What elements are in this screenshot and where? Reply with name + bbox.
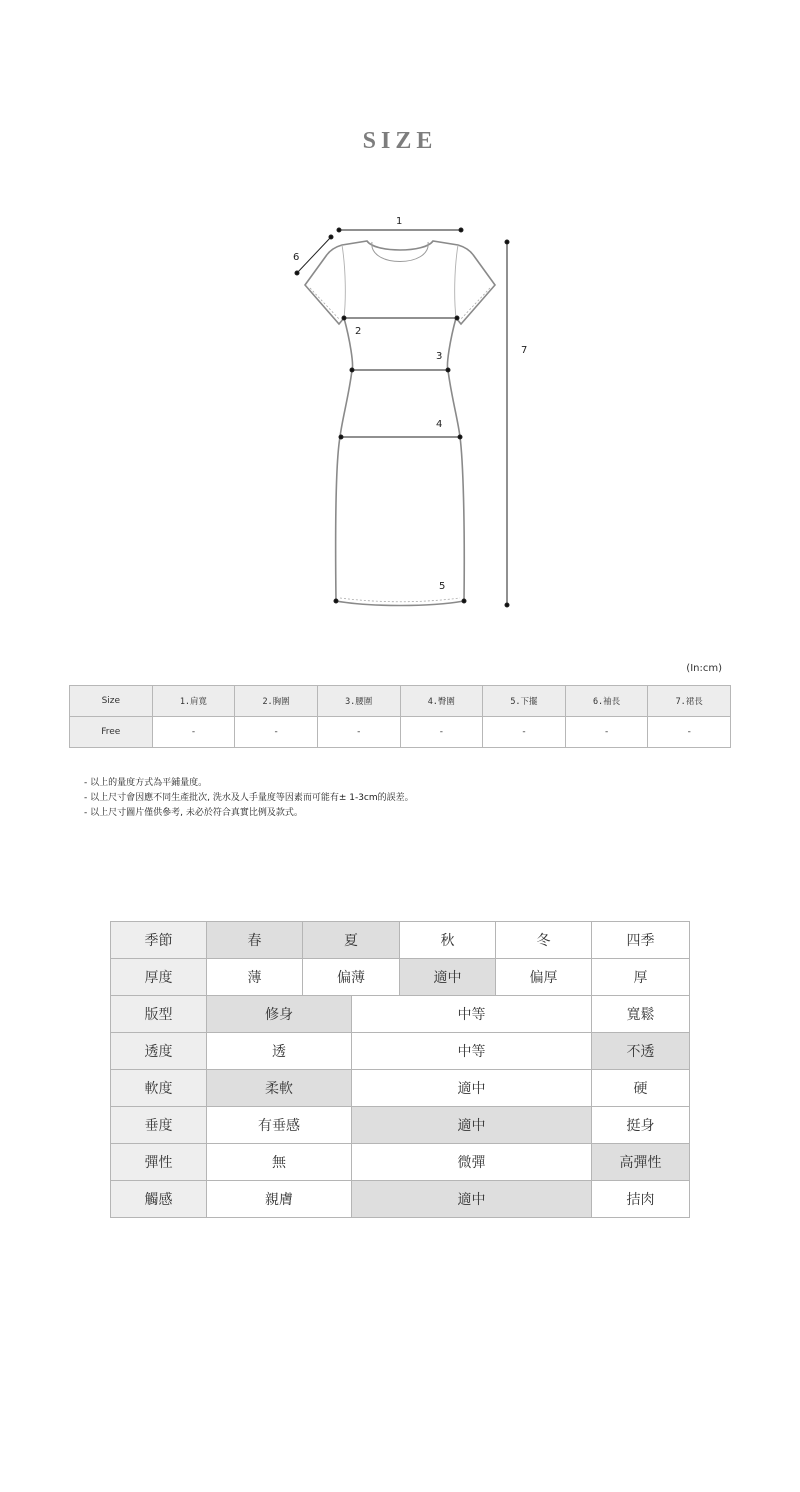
size-header-cell: 6.袖長 xyxy=(565,686,648,717)
size-table-row xyxy=(70,717,731,748)
attr-row-elasticity xyxy=(111,1144,690,1181)
size-value-cell: - xyxy=(152,717,235,748)
size-header-cell: 1.肩寬 xyxy=(152,686,235,717)
attr-option: 微彈 xyxy=(352,1144,592,1181)
attr-option: 有垂感 xyxy=(207,1107,352,1144)
attr-option-selected: 修身 xyxy=(207,996,352,1033)
attr-row-drape xyxy=(111,1107,690,1144)
size-value-cell: - xyxy=(317,717,400,748)
attr-option: 拮肉 xyxy=(592,1181,690,1218)
attr-label: 透度 xyxy=(111,1033,207,1070)
size-header-cell: 7.裙長 xyxy=(648,686,731,717)
measure-label-5: 5 xyxy=(439,581,446,592)
attr-option: 四季 xyxy=(592,922,690,959)
attr-option: 秋 xyxy=(400,922,496,959)
fabric-attribute-table xyxy=(110,921,690,1218)
size-header-cell: 3.腰圍 xyxy=(317,686,400,717)
measure-label-7: 7 xyxy=(521,345,528,356)
attr-label: 季節 xyxy=(111,922,207,959)
attr-option: 中等 xyxy=(352,996,592,1033)
attr-option: 厚 xyxy=(592,959,690,996)
attr-option: 中等 xyxy=(352,1033,592,1070)
attr-row-touch xyxy=(111,1181,690,1218)
note-line: - 以上的量度方式為平鋪量度。 xyxy=(84,778,208,788)
attr-option: 親膚 xyxy=(207,1181,352,1218)
attr-option-selected: 高彈性 xyxy=(592,1144,690,1181)
attr-label: 彈性 xyxy=(111,1144,207,1181)
size-header-cell: 5.下擺 xyxy=(483,686,566,717)
attr-option-selected: 夏 xyxy=(303,922,400,959)
size-value-cell: Free xyxy=(70,717,153,748)
attr-option: 偏厚 xyxy=(496,959,592,996)
attr-option: 透 xyxy=(207,1033,352,1070)
attr-option: 適中 xyxy=(352,1070,592,1107)
attr-option: 冬 xyxy=(496,922,592,959)
attr-option: 寬鬆 xyxy=(592,996,690,1033)
attr-label: 軟度 xyxy=(111,1070,207,1107)
size-header-cell: Size xyxy=(70,686,153,717)
attr-label: 版型 xyxy=(111,996,207,1033)
attr-option: 偏薄 xyxy=(303,959,400,996)
attr-label: 觸感 xyxy=(111,1181,207,1218)
measure-label-4: 4 xyxy=(436,419,443,430)
attr-option-selected: 適中 xyxy=(352,1107,592,1144)
size-value-cell: - xyxy=(235,717,318,748)
attr-option-selected: 不透 xyxy=(592,1033,690,1070)
page-title: SIZE xyxy=(362,128,438,154)
dress-outline xyxy=(305,241,495,606)
measurement-notes xyxy=(84,776,414,821)
size-value-cell: - xyxy=(483,717,566,748)
attr-option: 無 xyxy=(207,1144,352,1181)
attr-row-thickness xyxy=(111,959,690,996)
attr-option-selected: 適中 xyxy=(400,959,496,996)
attr-label: 垂度 xyxy=(111,1107,207,1144)
attr-option: 硬 xyxy=(592,1070,690,1107)
attr-option-selected: 春 xyxy=(207,922,303,959)
dress-measurement-diagram xyxy=(0,200,800,620)
note-line: - 以上尺寸會因應不同生產批次, 洗水及人手量度等因素而可能有± 1-3cm的誤差。 xyxy=(84,793,414,803)
measure-label-1: 1 xyxy=(396,216,403,227)
size-header-cell: 2.胸圍 xyxy=(235,686,318,717)
measure-label-6: 6 xyxy=(293,252,300,263)
measure-label-2: 2 xyxy=(355,326,362,337)
attr-option: 薄 xyxy=(207,959,303,996)
size-value-cell: - xyxy=(400,717,483,748)
unit-note: (In:cm) xyxy=(686,663,722,674)
size-value-cell: - xyxy=(648,717,731,748)
attr-row-transparency xyxy=(111,1033,690,1070)
attr-option-selected: 適中 xyxy=(352,1181,592,1218)
size-table xyxy=(69,685,731,748)
attr-option: 挺身 xyxy=(592,1107,690,1144)
size-header-cell: 4.臀圍 xyxy=(400,686,483,717)
note-line: - 以上尺寸圖片僅供參考, 未必於符合真實比例及款式。 xyxy=(84,808,303,818)
size-table-header-row xyxy=(70,686,731,717)
attr-label: 厚度 xyxy=(111,959,207,996)
measure-label-3: 3 xyxy=(436,351,443,362)
size-value-cell: - xyxy=(565,717,648,748)
attr-option-selected: 柔軟 xyxy=(207,1070,352,1107)
attr-row-fit xyxy=(111,996,690,1033)
attr-row-season xyxy=(111,922,690,959)
attr-row-softness xyxy=(111,1070,690,1107)
